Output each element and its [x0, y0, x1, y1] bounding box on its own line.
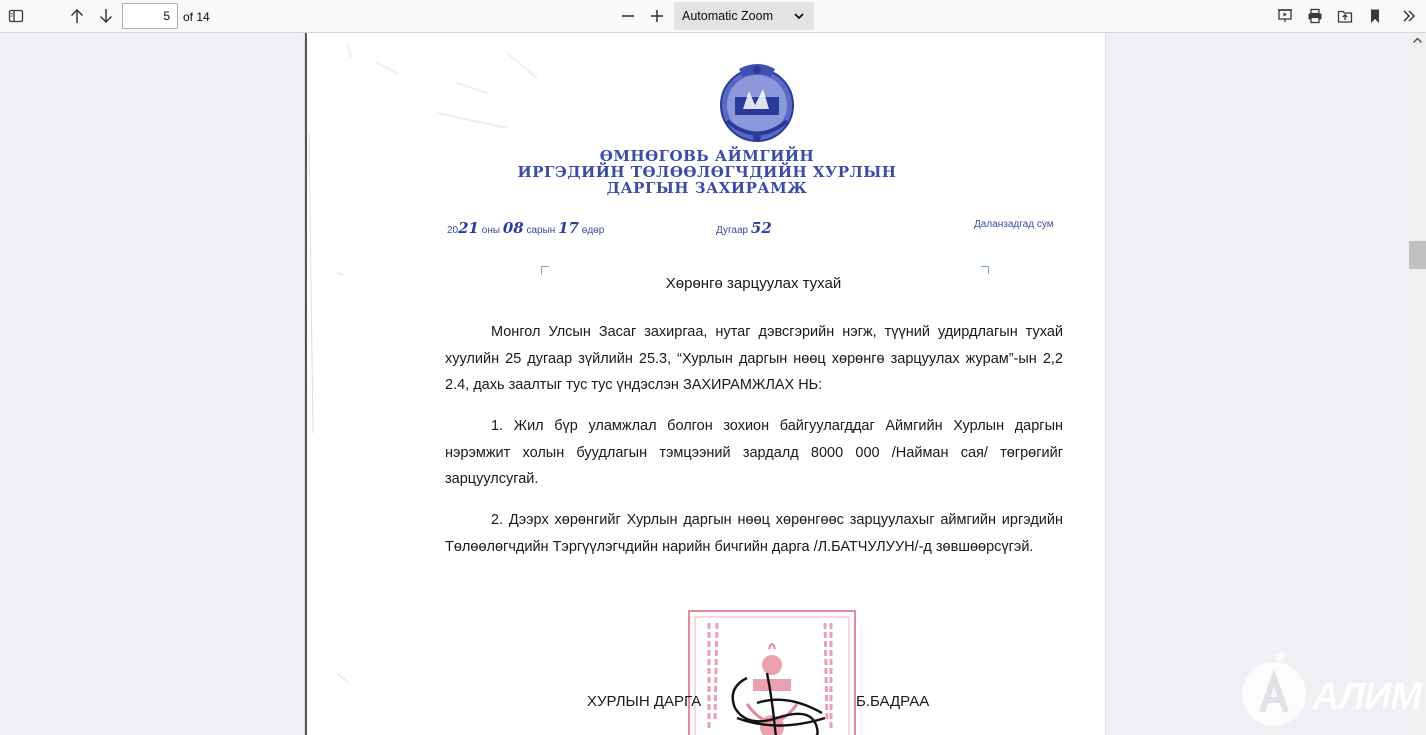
vertical-scrollbar[interactable] [1409, 33, 1426, 735]
date-day-handwritten: 17 [558, 219, 579, 237]
print-button[interactable] [1302, 3, 1328, 29]
bookmark-icon [1367, 8, 1383, 24]
pdf-toolbar [0, 0, 1426, 33]
previous-page-icon [69, 8, 85, 24]
number-label: Дугаар [716, 225, 749, 236]
crop-corner-left [541, 266, 549, 274]
document-viewer[interactable] [0, 33, 1409, 735]
next-page-button[interactable] [93, 3, 119, 29]
sidebar-toggle-icon [8, 8, 24, 24]
watermark-brand: АЛИМ [1312, 676, 1421, 718]
document-title: Хөрөнгө зарцуулах тухай [665, 275, 842, 292]
presentation-mode-icon [1277, 8, 1293, 24]
header-decree: ДАРГЫН ЗАХИРАМЖ [606, 179, 808, 197]
pdf-page [305, 33, 1105, 735]
date-day-suffix: өдөр [581, 225, 605, 236]
paragraph-preamble: Монгол Улсын Засаг захиргаа, нутаг дэвсгэрийн нэгж, түүний удирдлагын тухай хуулийн 25 дугаар зүйлийн 25.3, “Хурлын даргын нөөц хөрөнгө зарцуулах журам”-ын 2,2 2.4, дахь заалтыг тус тус үндэслэн ЗАХИРАМЖЛАХ НЬ: [445, 324, 1063, 393]
page-count-label: of 14 [183, 10, 210, 24]
state-emblem-icon [717, 61, 797, 143]
zoom-out-button[interactable] [615, 3, 641, 29]
signature-name: Б.БАДРАА [856, 693, 930, 710]
crop-corner-right [981, 266, 989, 274]
header-council: ИРГЭДИЙН ТӨЛӨӨЛӨГЧДИЙН ХУРЛЫН [517, 163, 897, 181]
zoom-select-value: Automatic Zoom [682, 9, 774, 23]
date-month-suffix: сарын [526, 225, 556, 236]
number-handwritten: 52 [750, 219, 772, 237]
page-number-input[interactable]: 5 [122, 3, 178, 29]
zoom-in-icon [649, 8, 665, 24]
decree-number [716, 219, 772, 237]
next-page-icon [98, 8, 114, 24]
print-icon [1307, 8, 1323, 24]
paragraph-item-1: 1. Жил бүр уламжлал болгон зохион байгуулагддаг Аймгийн Хурлын даргын нэрэмжит холын буудлагын тэмцээний зардалд 8000 000 /Найман сая/ төгрөгийг зарцуулсугай. [445, 418, 1063, 487]
open-file-icon [1337, 8, 1353, 24]
presentation-mode-button[interactable] [1272, 3, 1298, 29]
decree-place: Даланзадгад сум [974, 219, 1054, 230]
zoom-in-button[interactable] [644, 3, 670, 29]
zoom-select[interactable] [674, 2, 814, 30]
zoom-out-icon [620, 8, 636, 24]
date-year-handwritten: 21 [458, 219, 479, 237]
date-year-suffix: оны [481, 225, 501, 236]
date-month-handwritten: 08 [502, 219, 524, 237]
decree-date [447, 219, 604, 237]
handwritten-signature [717, 658, 837, 735]
scrollbar-thumb[interactable] [1409, 241, 1426, 269]
signature-role: ХУРЛЫН ДАРГА [587, 693, 702, 710]
scroll-up-arrow-icon[interactable] [1412, 35, 1423, 46]
tools-icon [1401, 8, 1417, 24]
previous-page-button[interactable] [64, 3, 90, 29]
watermark-tagline: АЛИМ МЭТ АМТТАЙ [1318, 667, 1404, 676]
paragraph-item-2: 2. Дээрх хөрөнгийг Хурлын даргын нөөц хөрөнгөөс зарцуулахыг аймгийн иргэдийн Төлөөлөгчдийн Тэргүүлэгчдийн нарийн бичгийн дарга /Л.БАТЧУЛУУН/-д зөвшөөрсүгэй. [445, 512, 1063, 555]
chevron-down-icon [792, 9, 806, 23]
bookmark-button[interactable] [1362, 3, 1388, 29]
date-year-prefix: 20 [447, 225, 459, 236]
tools-menu-button[interactable] [1396, 3, 1422, 29]
header-aimag: ӨМНӨГОВЬ АЙМГИЙН [599, 147, 815, 165]
open-file-button[interactable] [1332, 3, 1358, 29]
sidebar-toggle-button[interactable] [3, 3, 29, 29]
